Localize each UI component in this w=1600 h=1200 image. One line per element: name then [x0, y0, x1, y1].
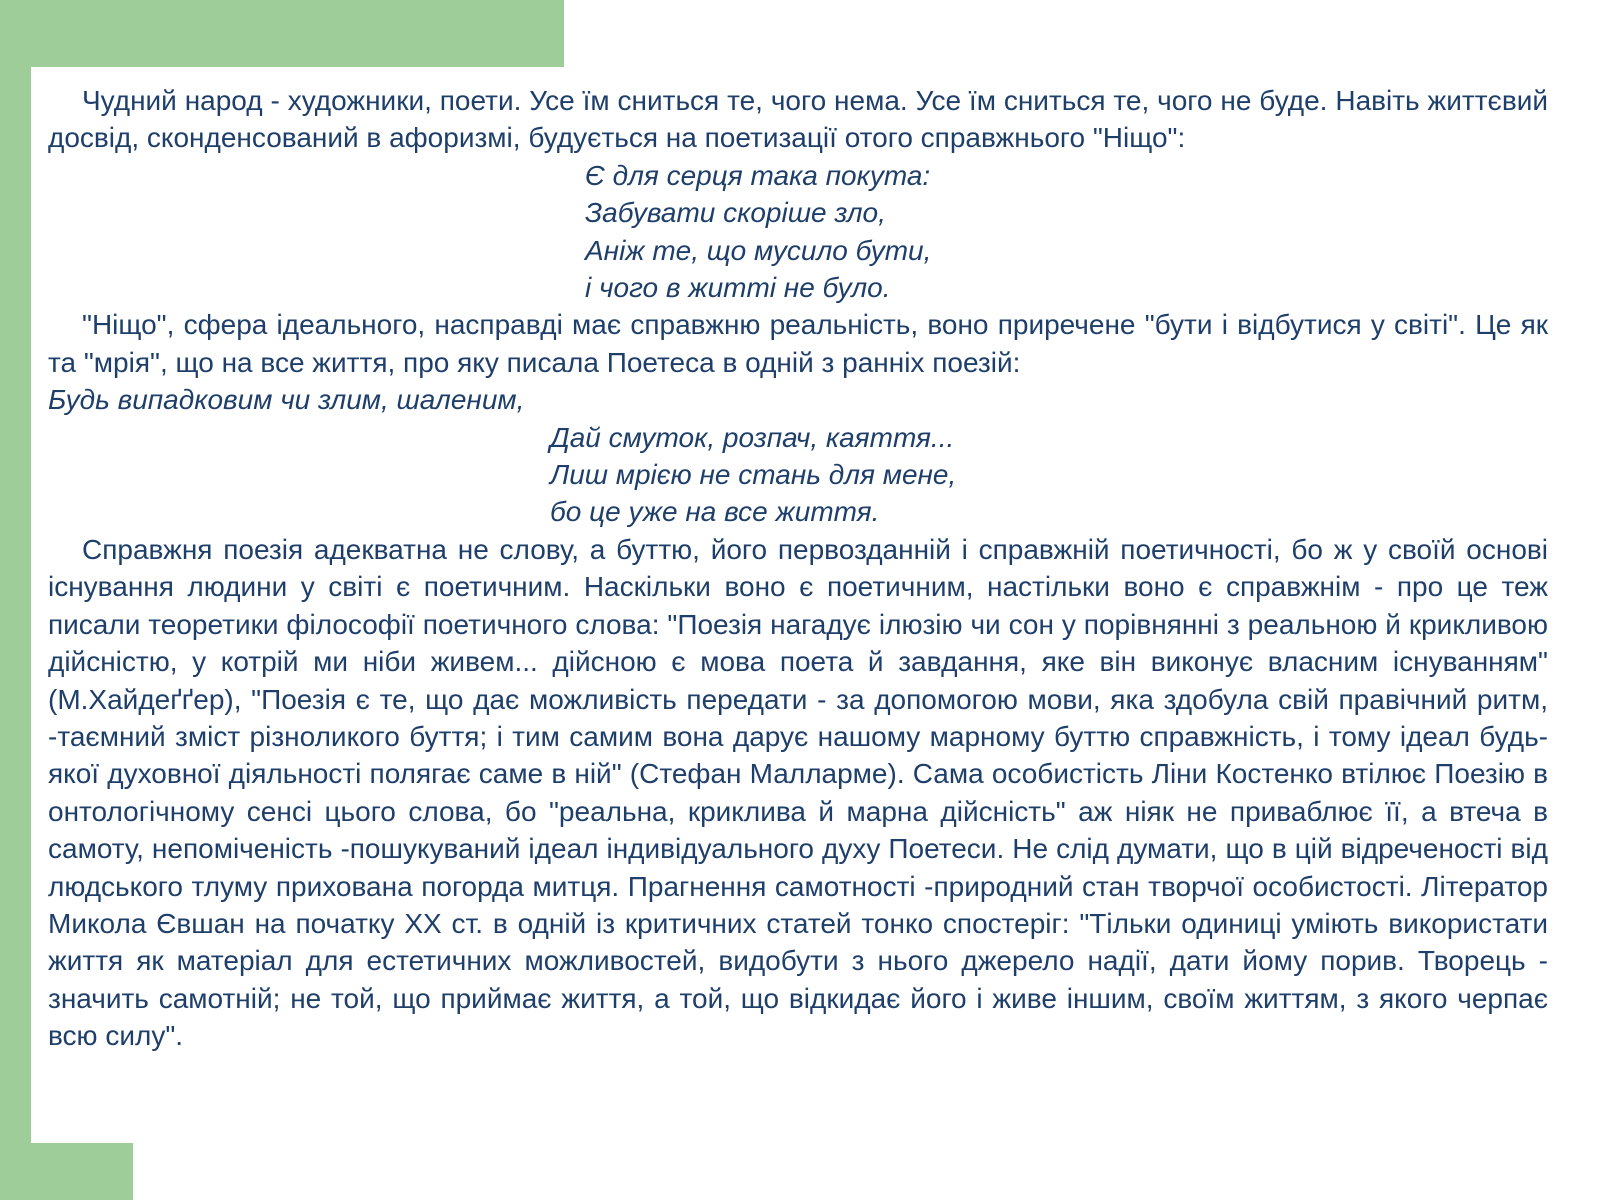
verse-block-1 [48, 157, 1548, 307]
verse-line: Дай смуток, розпач, каяття... [550, 421, 955, 453]
verse-line: Забувати скоріше зло, [585, 197, 886, 229]
verse-block-2 [48, 381, 1548, 531]
verse-line: Аніж те, що мусило бути, [585, 234, 932, 266]
document-body [48, 82, 1548, 1055]
paragraph-nothing: "Ніщо", сфера ідеального, насправді має справжню реальність, воно приречене "бути і відбутися у світі". Це як та "мрія", що на все життя, про яку писала Поетеса в одній з ранніх поезій: [48, 309, 1548, 378]
verse-line: Лиш мрією не стань для мене, [550, 459, 957, 491]
paragraph-intro: Чудний народ - художники, поети. Усе їм сниться те, чого нема. Усе їм сниться те, чого не буде. Навіть життєвий досвід, сконденсований в афоризмі, будується на поетизації отого справжнього "Ніщо": [48, 85, 1548, 154]
paragraph-poetry: Справжня поезія адекватна не слову, а буттю, його первозданній і справжній поетичності, бо ж у своїй основі існування людини у світі є поетичним. Наскільки воно є поетичним, настільки воно є справжнім - про це теж писали теоретики філософії поетичного слова: "Поезія нагадує ілюзію чи сон у порівнянні з реальною й крикливою дійсністю, у котрій ми ніби живем... дійсною є мова поета й завдання, яке він виконує власним існуванням" (М.Хайдеґґер), "Поезія є те, що дає можливість передати - за допомогою мови, яка здобула свій правічний ритм, -таємний зміст різноликого буття; і тим самим вона дарує нашому марному буттю справжність, і тому ідеал будь-якої духовної діяльності полягає саме в ній" (Стефан Малларме). Сама особистість Ліни Костенко втілює Поезію в онтологічному сенсі цього слова, бо "реальна, криклива й марна дійсність" аж ніяк не приваблює її, а втеча в самоту, непоміченість -пошукуваний ідеал індивідуального духу Поетеси. Не слід думати, що в цій відреченості від людського тлуму прихована погорда митця. Прагнення самотності -природний стан творчої особистості. Літератор Микола Євшан на початку XX ст. в одній із критичних статей тонко спостеріг: "Тільки одиниці уміють використати життя як матеріал для естетичних можливостей, видобути з нього джерело надії, дати йому порив. Творець - значить самотній; не той, що приймає життя, а той, що відкидає його і живе іншим, своїм життям, з якого черпає всю силу". [48, 533, 1548, 1052]
verse-line: Є для серця така покута: [585, 159, 931, 191]
verse-line: і чого в житті не було. [585, 272, 891, 304]
verse-line: бо це уже на все життя. [550, 496, 880, 528]
verse-line: Будь випадковим чи злим, шаленим, [48, 384, 525, 416]
